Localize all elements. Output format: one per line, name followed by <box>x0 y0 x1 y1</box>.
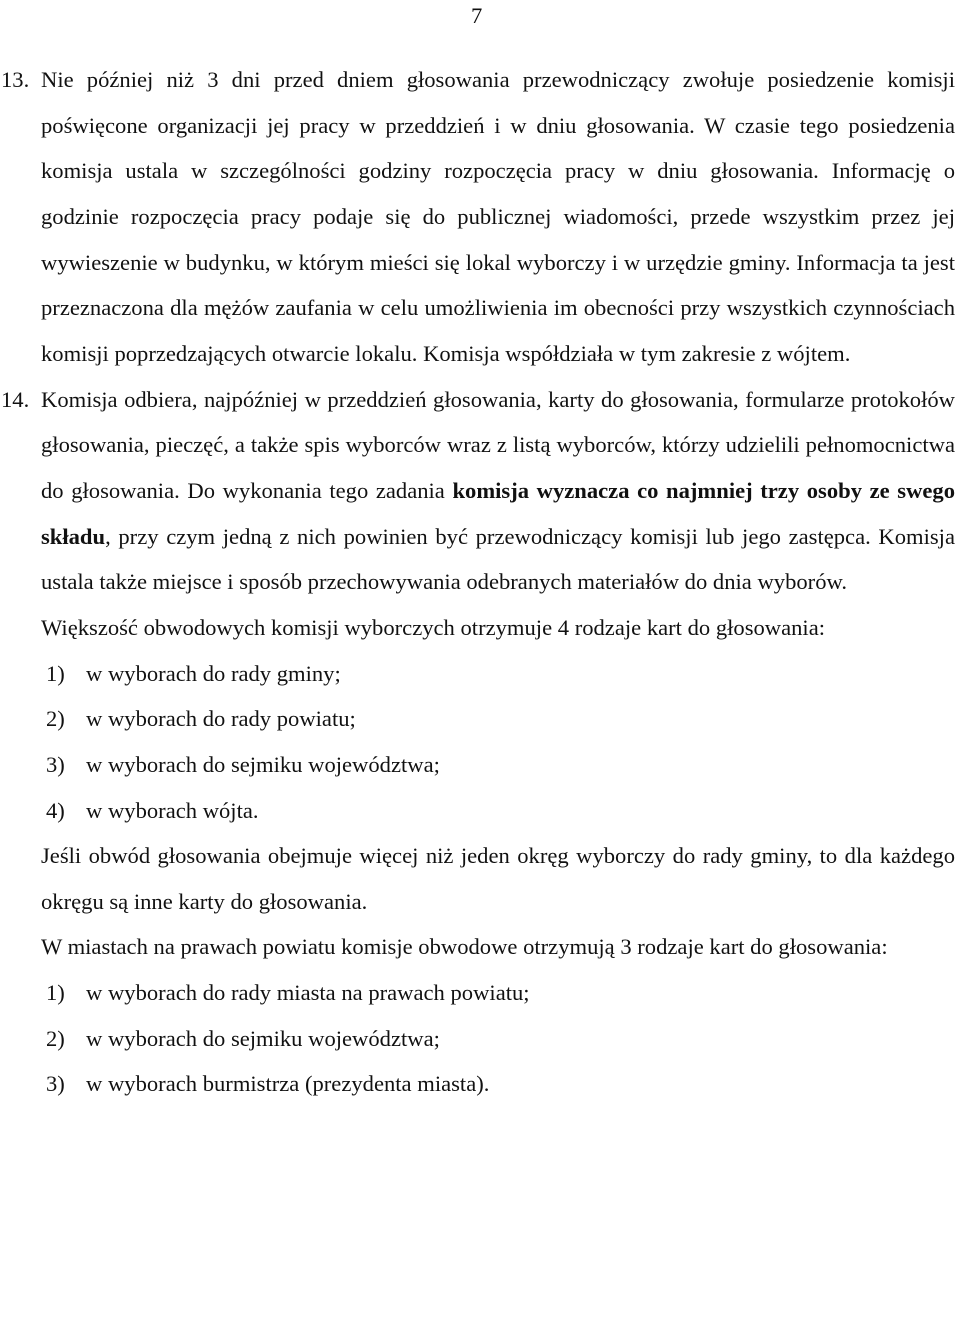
list-item <box>41 1016 955 1062</box>
paragraph-number: 14. <box>1 386 30 412</box>
list-item-number: 1) <box>46 660 65 686</box>
list-item-number: 1) <box>46 980 65 1006</box>
list-item-text: w wyborach do rady gminy; <box>86 660 341 686</box>
paragraph-text: Komisja odbiera, najpóźniej w przeddzień głosowania, karty do głosowania, formularze protokołów głosowania, pieczęć, a także spis wyborców wraz z listą wyborców, którzy udzielili pełnomocnictwa do głosowania. Do wykonania tego zadania <box>41 386 955 503</box>
list-item-number: 3) <box>46 751 65 777</box>
list-item-number: 2) <box>46 1025 65 1051</box>
list-item <box>41 788 955 834</box>
list-item <box>41 1061 955 1107</box>
paragraph-text-continued: , przy czym jedną z nich powinien być przewodniczący komisji lub jego zastępca. Komisja ustala także miejsce i sposób przechowywania odebranych materiałów do dnia wyborów. <box>41 523 955 595</box>
paragraph-cities-intro: W miastach na prawach powiatu komisje obwodowe otrzymują 3 rodzaje kart do głosowania: <box>41 934 888 960</box>
paragraph-text: Nie później niż 3 dni przed dniem głosowania przewodniczący zwołuje posiedzenie komisji poświęcone organizacji jej pracy w przeddzień i w dniu głosowania. W czasie tego posiedzenia komisja ustala w szczególności godziny rozpoczęcia pracy w dniu głosowania. Informację o godzinie rozpoczęcia pracy podaje się do publicznej wiadomości, przede wszystkim przez jej wywieszenie w budynku, w którym mieści się lokal wyborczy i w urzędzie gminy. Informacja ta jest przeznaczona dla mężów zaufania w celu umożliwienia im obecności przy wszystkich czynnościach komisji poprzedzających otwarcie lokalu. Komisja współdziała w tym zakresie z wójtem. <box>41 67 955 366</box>
list-item-text: w wyborach do rady miasta na prawach powiatu; <box>86 980 530 1006</box>
list-item <box>41 970 955 1016</box>
paragraph-14 <box>1 377 956 605</box>
list-item <box>41 651 955 697</box>
list-item-text: w wyborach do sejmiku województwa; <box>86 1025 440 1051</box>
paragraph-number: 13. <box>1 67 30 92</box>
document-body <box>1 57 956 1107</box>
paragraph-13 <box>1 57 955 377</box>
page-number: 7 <box>471 3 483 28</box>
list-item <box>41 696 955 742</box>
list-item-text: w wyborach do rady powiatu; <box>86 706 356 732</box>
list-item-number: 4) <box>46 797 65 823</box>
list-item-number: 3) <box>46 1071 65 1097</box>
list-item-text: w wyborach do sejmiku województwa; <box>86 751 440 777</box>
cities-ballot-list <box>41 970 955 1107</box>
list-item-text: w wyborach wójta. <box>86 797 259 823</box>
list-item-number: 2) <box>46 706 65 732</box>
paragraph-multi-district: Jeśli obwód głosowania obejmuje więcej niż jeden okręg wyborczy do rady gminy, to dla każdego okręgu są inne karty do głosowania. <box>41 843 955 914</box>
list-item-text: w wyborach burmistrza (prezydenta miasta). <box>86 1071 490 1097</box>
list-item <box>41 742 955 788</box>
bold-emphasis: komisja wyznacza co najmniej trzy osoby ze swego składu <box>41 477 956 549</box>
paragraph-majority-intro: Większość obwodowych komisji wyborczych otrzymuje 4 rodzaje kart do głosowania: <box>41 614 826 640</box>
majority-ballot-list <box>41 651 955 834</box>
